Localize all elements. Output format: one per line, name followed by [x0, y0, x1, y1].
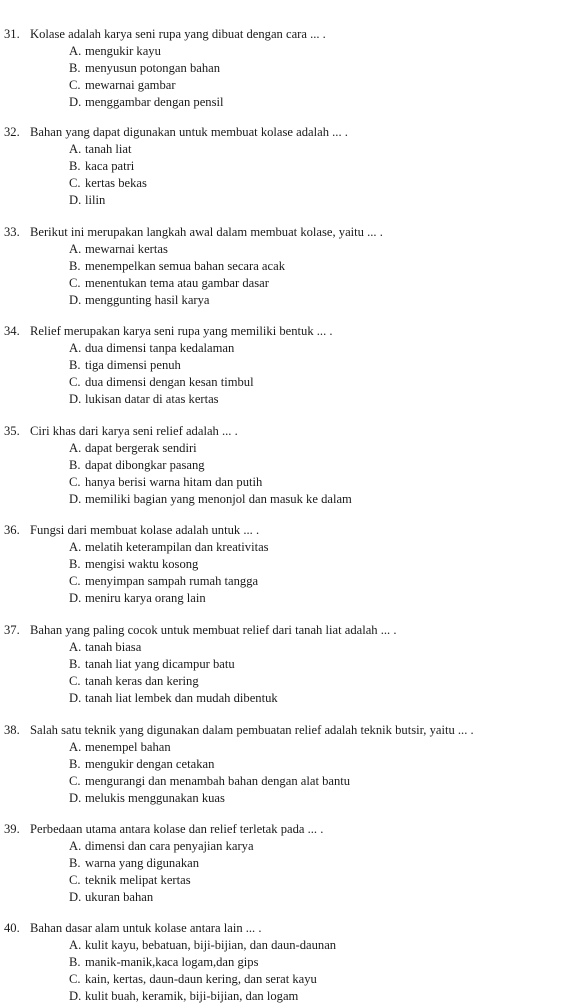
option-c	[4, 773, 567, 790]
option-a	[4, 838, 567, 855]
question-32	[4, 124, 567, 209]
option-letter: B.	[69, 259, 81, 273]
question-text: Salah satu teknik yang digunakan dalam pembuatan relief adalah teknik butsir, yaitu ... .	[30, 723, 474, 737]
question-number: 40.	[4, 921, 20, 935]
option-text: menggunting hasil karya	[85, 293, 210, 307]
option-letter: B.	[69, 955, 81, 969]
option-a	[4, 43, 567, 60]
option-letter: C.	[69, 574, 81, 588]
option-a	[4, 639, 567, 656]
question-number: 39.	[4, 822, 20, 836]
option-letter: D.	[69, 95, 82, 109]
option-letter: B.	[69, 757, 81, 771]
option-d	[4, 590, 567, 607]
option-a	[4, 539, 567, 556]
option-text: dua dimensi dengan kesan timbul	[85, 375, 254, 389]
question-stem	[4, 26, 567, 43]
option-text: mewarnai gambar	[85, 78, 176, 92]
option-letter: A.	[69, 540, 82, 554]
question-number: 33.	[4, 225, 20, 239]
question-stem	[4, 124, 567, 141]
option-d	[4, 790, 567, 807]
option-text: mengurangi dan menambah bahan dengan alat bantu	[85, 774, 351, 788]
option-text: lukisan datar di atas kertas	[85, 392, 219, 406]
question-stem	[4, 423, 567, 440]
option-letter: C.	[69, 176, 81, 190]
question-text: Bahan dasar alam untuk kolase antara lain ... .	[30, 921, 262, 935]
question-36	[4, 522, 567, 607]
option-text: kulit buah, keramik, biji-bijian, dan logam	[85, 989, 299, 1003]
option-letter: B.	[69, 159, 81, 173]
option-letter: B.	[69, 557, 81, 571]
option-letter: C.	[69, 873, 81, 887]
option-d	[4, 889, 567, 906]
question-stem	[4, 522, 567, 539]
option-d	[4, 491, 567, 508]
option-letter: A.	[69, 341, 82, 355]
option-text: menyusun potongan bahan	[85, 61, 221, 75]
option-b	[4, 258, 567, 275]
option-letter: A.	[69, 242, 82, 256]
question-number: 38.	[4, 723, 20, 737]
option-text: dapat dibongkar pasang	[85, 458, 205, 472]
option-text: warna yang digunakan	[85, 856, 200, 870]
option-letter: D.	[69, 791, 82, 805]
option-letter: B.	[69, 61, 81, 75]
option-d	[4, 192, 567, 209]
option-letter: D.	[69, 989, 82, 1003]
option-text: menempelkan semua bahan secara acak	[85, 259, 285, 273]
option-text: tiga dimensi penuh	[85, 358, 181, 372]
question-number: 35.	[4, 424, 20, 438]
option-c	[4, 275, 567, 292]
option-a	[4, 739, 567, 756]
option-a	[4, 440, 567, 457]
option-d	[4, 690, 567, 707]
option-text: mengisi waktu kosong	[85, 557, 199, 571]
option-a	[4, 141, 567, 158]
question-39	[4, 821, 567, 906]
option-d	[4, 988, 567, 1005]
option-text: manik-manik,kaca logam,dan gips	[85, 955, 259, 969]
option-c	[4, 872, 567, 889]
option-letter: A.	[69, 938, 82, 952]
option-a	[4, 937, 567, 954]
option-letter: A.	[69, 142, 82, 156]
option-letter: D.	[69, 193, 82, 207]
option-b	[4, 60, 567, 77]
option-text: dapat bergerak sendiri	[85, 441, 197, 455]
option-b	[4, 855, 567, 872]
option-c	[4, 374, 567, 391]
option-text: menempel bahan	[85, 740, 171, 754]
question-stem	[4, 722, 567, 739]
question-text: Berikut ini merupakan langkah awal dalam membuat kolase, yaitu ... .	[30, 225, 383, 239]
question-number: 37.	[4, 623, 20, 637]
question-text: Relief merupakan karya seni rupa yang memiliki bentuk ... .	[30, 324, 333, 338]
option-letter: C.	[69, 375, 81, 389]
question-40	[4, 920, 567, 1005]
option-d	[4, 292, 567, 309]
question-text: Perbedaan utama antara kolase dan relief terletak pada ... .	[30, 822, 324, 836]
question-text: Bahan yang paling cocok untuk membuat relief dari tanah liat adalah ... .	[30, 623, 397, 637]
option-letter: D.	[69, 591, 82, 605]
option-text: melukis menggunakan kuas	[85, 791, 225, 805]
question-37	[4, 622, 567, 707]
option-letter: B.	[69, 657, 81, 671]
option-b	[4, 954, 567, 971]
question-33	[4, 224, 567, 309]
option-letter: C.	[69, 774, 81, 788]
option-c	[4, 573, 567, 590]
option-text: kertas bekas	[85, 176, 147, 190]
option-letter: B.	[69, 358, 81, 372]
question-stem	[4, 622, 567, 639]
option-text: hanya berisi warna hitam dan putih	[85, 475, 263, 489]
question-stem	[4, 920, 567, 937]
option-text: kain, kertas, daun-daun kering, dan serat kayu	[85, 972, 317, 986]
option-c	[4, 474, 567, 491]
question-35	[4, 423, 567, 508]
option-text: kulit kayu, bebatuan, biji-bijian, dan daun-daunan	[85, 938, 337, 952]
question-number: 36.	[4, 523, 20, 537]
option-letter: A.	[69, 441, 82, 455]
option-b	[4, 656, 567, 673]
option-letter: B.	[69, 856, 81, 870]
option-text: mengukir kayu	[85, 44, 161, 58]
question-34	[4, 323, 567, 408]
option-text: melatih keterampilan dan kreativitas	[85, 540, 269, 554]
option-d	[4, 391, 567, 408]
option-a	[4, 340, 567, 357]
option-text: menyimpan sampah rumah tangga	[85, 574, 259, 588]
question-text: Bahan yang dapat digunakan untuk membuat kolase adalah ... .	[30, 125, 348, 139]
question-stem	[4, 224, 567, 241]
option-text: ukuran bahan	[85, 890, 154, 904]
option-c	[4, 673, 567, 690]
question-text: Kolase adalah karya seni rupa yang dibuat dengan cara ... .	[30, 27, 326, 41]
question-38	[4, 722, 567, 807]
option-text: dimensi dan cara penyajian karya	[85, 839, 254, 853]
option-text: dua dimensi tanpa kedalaman	[85, 341, 235, 355]
option-text: tanah biasa	[85, 640, 142, 654]
option-c	[4, 77, 567, 94]
option-text: meniru karya orang lain	[85, 591, 206, 605]
option-b	[4, 357, 567, 374]
option-letter: A.	[69, 640, 82, 654]
option-text: tanah liat lembek dan mudah dibentuk	[85, 691, 278, 705]
option-text: lilin	[85, 193, 106, 207]
question-number: 31.	[4, 27, 20, 41]
option-letter: D.	[69, 890, 82, 904]
option-letter: C.	[69, 475, 81, 489]
option-letter: D.	[69, 392, 82, 406]
question-number: 34.	[4, 324, 20, 338]
option-b	[4, 158, 567, 175]
question-31	[4, 26, 567, 111]
option-letter: A.	[69, 44, 82, 58]
option-letter: B.	[69, 458, 81, 472]
option-letter: C.	[69, 972, 81, 986]
option-a	[4, 241, 567, 258]
question-stem	[4, 323, 567, 340]
option-text: menentukan tema atau gambar dasar	[85, 276, 269, 290]
option-letter: D.	[69, 691, 82, 705]
option-letter: C.	[69, 674, 81, 688]
option-letter: D.	[69, 492, 82, 506]
option-text: tanah keras dan kering	[85, 674, 199, 688]
question-number: 32.	[4, 125, 20, 139]
option-text: teknik melipat kertas	[85, 873, 191, 887]
option-letter: A.	[69, 740, 82, 754]
option-c	[4, 175, 567, 192]
option-text: mewarnai kertas	[85, 242, 168, 256]
option-b	[4, 457, 567, 474]
option-text: menggambar dengan pensil	[85, 95, 224, 109]
option-c	[4, 971, 567, 988]
option-text: kaca patri	[85, 159, 135, 173]
option-text: memiliki bagian yang menonjol dan masuk ke dalam	[85, 492, 352, 506]
question-stem	[4, 821, 567, 838]
question-text: Fungsi dari membuat kolase adalah untuk ... .	[30, 523, 260, 537]
option-text: tanah liat	[85, 142, 132, 156]
option-b	[4, 756, 567, 773]
option-text: mengukir dengan cetakan	[85, 757, 215, 771]
option-letter: D.	[69, 293, 82, 307]
option-letter: C.	[69, 78, 81, 92]
option-letter: C.	[69, 276, 81, 290]
option-b	[4, 556, 567, 573]
option-text: tanah liat yang dicampur batu	[85, 657, 235, 671]
option-letter: A.	[69, 839, 82, 853]
option-d	[4, 94, 567, 111]
question-text: Ciri khas dari karya seni relief adalah ... .	[30, 424, 238, 438]
